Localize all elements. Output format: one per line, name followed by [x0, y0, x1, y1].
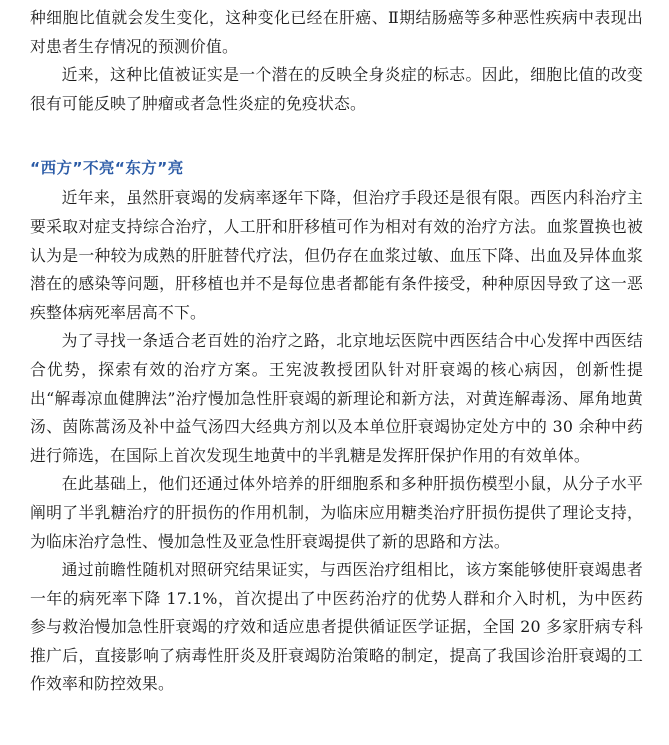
section-paragraph-2: 为了寻找一条适合老百姓的治疗之路，北京地坛医院中西医结合中心发挥中西医结合优势，探索有效的治疗方案。王宪波教授团队针对肝衰竭的核心病因，创新性提出“解毒凉血健脾法”治疗慢加急性肝衰竭的新理论和新方法，对黄连解毒汤、犀角地黄汤、茵陈蒿汤及补中益气汤四大经典方剂以及本单位肝衰竭协定处方中的 30 余种中药进行筛选，在国际上首次发现生地黄中的半乳糖是发挥肝保护作用的有效单体。	[30, 331, 643, 465]
intro-paragraph-2: 近来，这种比值被证实是一个潜在的反映全身炎症的标志。因此，细胞比值的改变很有可能反映了肿瘤或者急性炎症的免疫状态。	[30, 65, 643, 113]
section-paragraph-1: 近年来，虽然肝衰竭的发病率逐年下降，但治疗手段还是很有限。西医内科治疗主要采取对症支持综合治疗，人工肝和肝移植可作为相对有效的治疗方法。血浆置换也被认为是一种较为成熟的肝脏替代疗法，但仍存在血浆过敏、血压下降、出血及异体血浆潜在的感染等问题，肝移植也并不是每位患者都能有条件接受，种种原因导致了这一恶疾整体病死率居高不下。	[30, 188, 643, 322]
section-heading: “西方”不亮“东方”亮	[30, 159, 184, 178]
intro-paragraph-1: 种细胞比值就会发生变化，这种变化已经在肝癌、Ⅱ期结肠癌等多种恶性疾病中表现出对患者生存情况的预测价值。	[30, 8, 643, 56]
section-paragraph-3: 在此基础上，他们还通过体外培养的肝细胞系和多种肝损伤模型小鼠，从分子水平阐明了半乳糖治疗的肝损伤的作用机制，为临床应用糖类治疗肝损伤提供了理论支持，为临床治疗急性、慢加急性及亚急性肝衰竭提供了新的思路和方法。	[30, 474, 643, 551]
section-paragraph-4: 通过前瞻性随机对照研究结果证实，与西医治疗组相比，该方案能够使肝衰竭患者一年的病死率下降 17.1%，首次提出了中医药治疗的优势人群和介入时机，为中医药参与救治慢加急性肝衰竭的疗效和适应患者提供循证医学证据，全国 20 多家肝病专科推广后，直接影响了病毒性肝炎及肝衰竭防治策略的制定，提高了我国诊治肝衰竭的工作效率和防控效果。	[30, 560, 643, 694]
